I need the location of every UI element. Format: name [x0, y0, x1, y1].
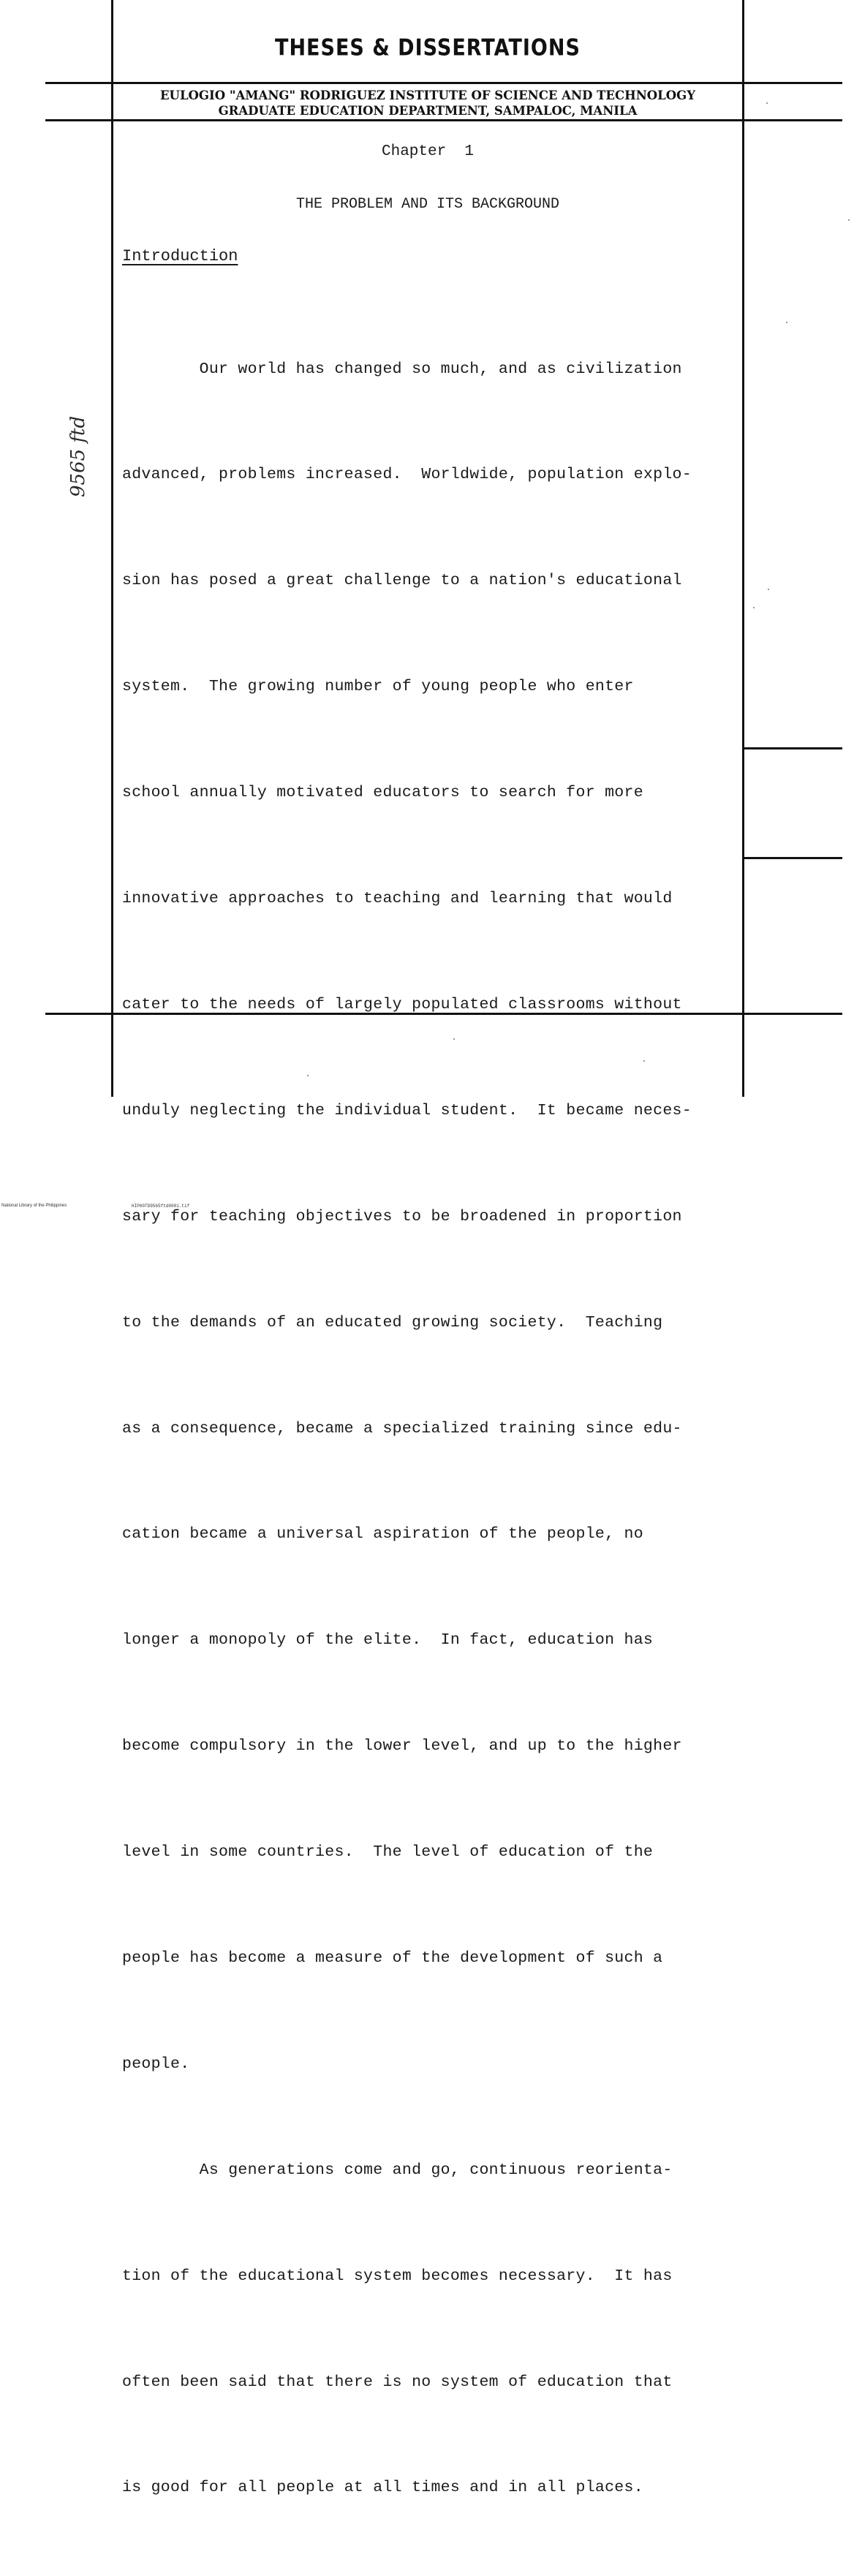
institution-block: [113, 88, 742, 118]
header-bottom-rule: [45, 119, 842, 121]
chapter-label: Chapter 1: [381, 143, 475, 160]
footer-credit: National Library of the Philippines: [1, 1204, 67, 1208]
text-line: innovative approaches to teaching and learning that would: [122, 890, 673, 908]
scan-speck: [453, 1038, 455, 1040]
text-line: school annually motivated educators to search for more: [122, 784, 643, 802]
text-line: people has become a measure of the development of such a: [122, 1949, 663, 1967]
right-margin-rule: [742, 0, 744, 1097]
scan-speck: [768, 589, 769, 590]
scan-speck: [753, 607, 755, 608]
text-line: advanced, problems increased. Worldwide, population explo-: [122, 466, 692, 484]
text-line: cater to the needs of largely populated classrooms without: [122, 995, 682, 1013]
text-line: sion has posed a great challenge to a nation's educational: [122, 572, 682, 590]
scan-speck: [766, 102, 768, 104]
department-name: GRADUATE EDUCATION DEPARTMENT, SAMPALOC, MANILA: [218, 104, 638, 118]
section-heading: Introduction: [122, 247, 238, 265]
text-line: system. The growing number of young people who enter: [122, 678, 634, 696]
text-line: cation became a universal aspiration of the people, no: [122, 1525, 643, 1544]
chapter-title: THE PROBLEM AND ITS BACKGROUND: [295, 196, 560, 213]
text-line: As generations come and go, continuous reorienta-: [122, 2161, 673, 2179]
scan-speck: [643, 1060, 645, 1062]
text-line: sary for teaching objectives to be broadened in proportion: [122, 1207, 682, 1225]
institution-name: EULOGIO "AMANG" RODRIGUEZ INSTITUTE OF SCIENCE AND TECHNOLOGY: [159, 88, 696, 102]
handwritten-call-number: 9565 ftd: [67, 415, 89, 497]
scan-speck: [786, 322, 787, 323]
header-top-rule: [45, 82, 842, 84]
text-line: unduly neglecting the individual student. It became neces-: [122, 1101, 692, 1119]
text-line: is good for all people at all times and in all places.: [122, 2479, 643, 2497]
body-text: [122, 281, 741, 2576]
footer-filename: HIP00TD9565ftd0001.tif: [132, 1204, 190, 1209]
text-line: often been said that there is no system of education that: [122, 2373, 673, 2391]
text-line: become compulsory in the lower level, and up to the higher: [122, 1737, 682, 1756]
scan-speck: [848, 219, 850, 221]
side-rule-lower: [744, 857, 842, 859]
text-line: longer a monopoly of the elite. In fact, education has: [122, 1631, 654, 1650]
text-line: people.: [122, 2055, 190, 2073]
collection-title: THESES & DISSERTATIONS: [275, 34, 581, 61]
text-line: tion of the educational system becomes necessary. It has: [122, 2267, 673, 2285]
side-rule-upper: [744, 747, 842, 749]
text-line: Our world has changed so much, and as civilization: [122, 360, 682, 378]
scan-speck: [307, 1075, 309, 1076]
text-line: as a consequence, became a specialized training since edu-: [122, 1419, 682, 1438]
text-line: to the demands of an educated growing society. Teaching: [122, 1313, 663, 1332]
left-margin-rule: [111, 0, 113, 1097]
text-line: level in some countries. The level of education of the: [122, 1843, 654, 1862]
